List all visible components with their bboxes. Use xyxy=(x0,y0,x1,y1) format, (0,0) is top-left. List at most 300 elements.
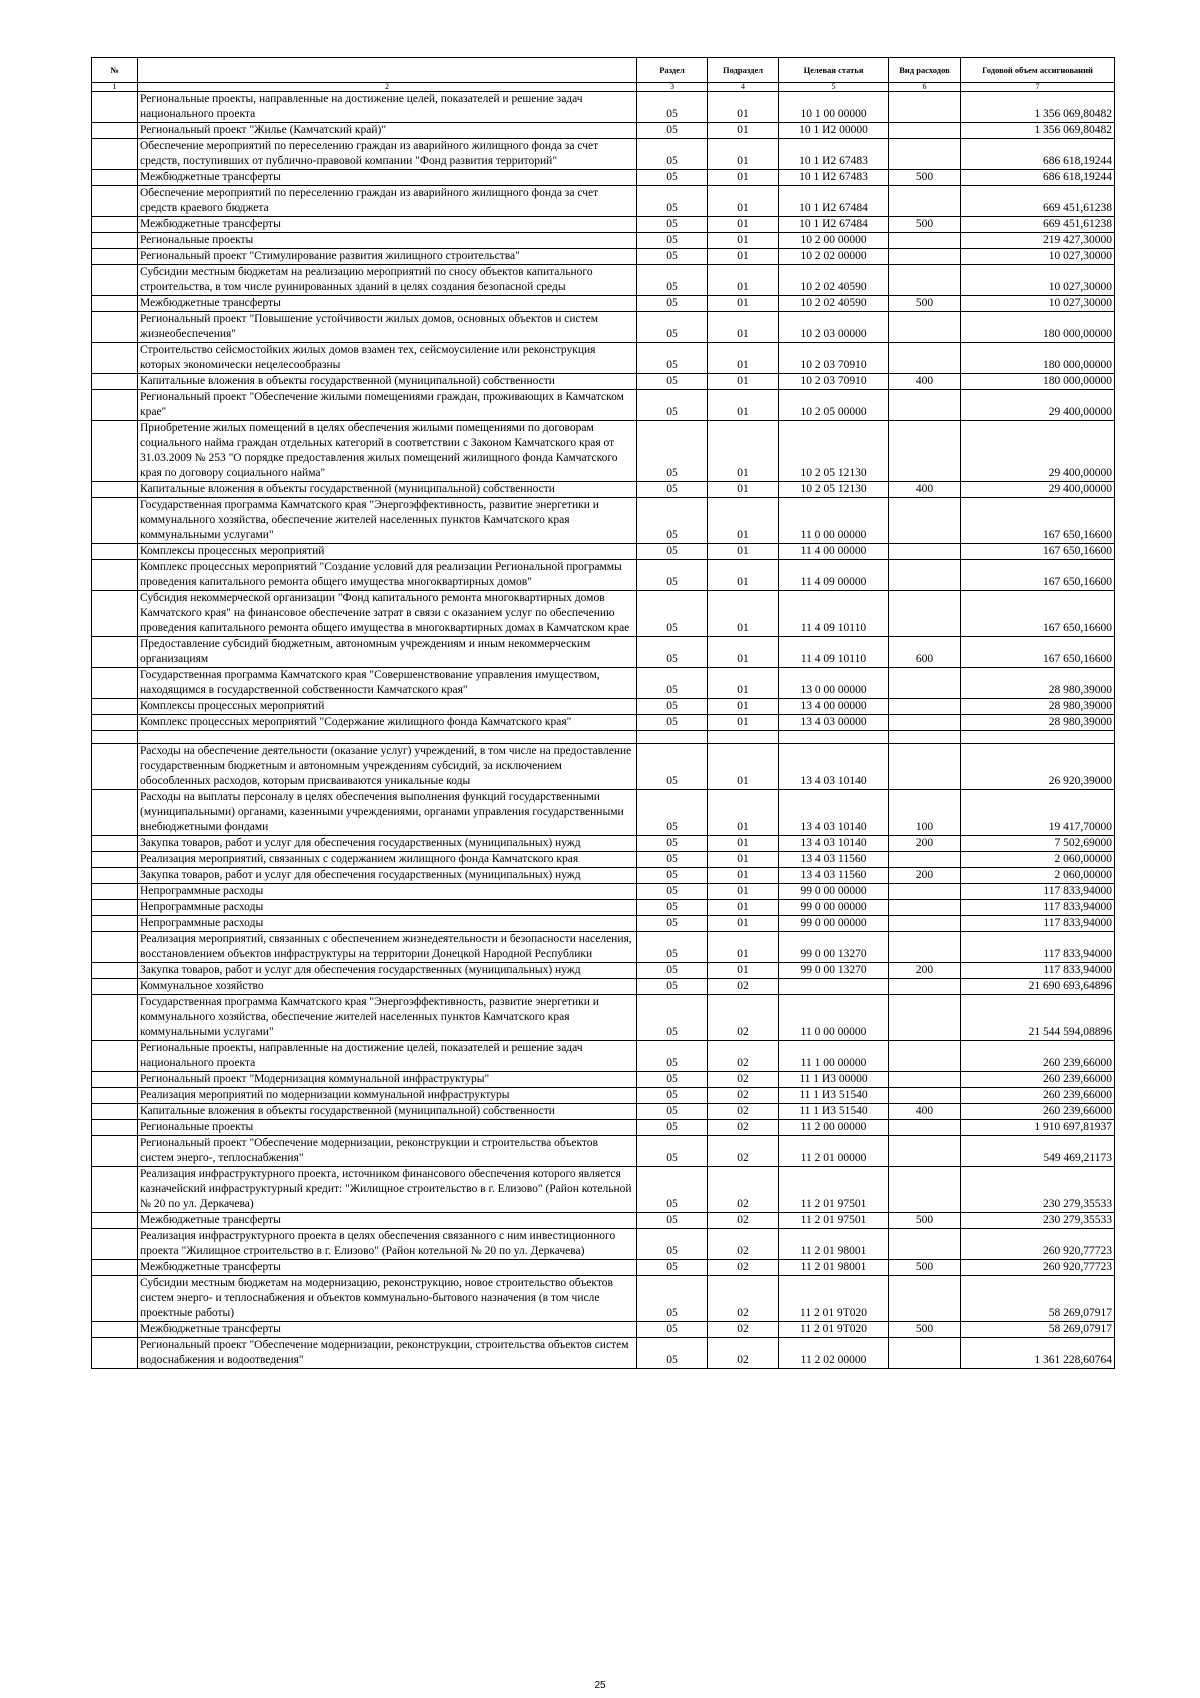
cell-section: 05 xyxy=(637,1072,708,1088)
cell-kind xyxy=(889,744,961,790)
row-number-cell xyxy=(92,1136,138,1167)
row-number-cell xyxy=(92,1104,138,1120)
cell-section: 05 xyxy=(637,1088,708,1104)
col-number-3: 3 xyxy=(637,83,708,92)
cell-target: 13 4 03 11560 xyxy=(779,852,889,868)
cell-target: 10 2 02 00000 xyxy=(779,249,889,265)
row-number-cell xyxy=(92,1276,138,1322)
table-row xyxy=(92,1120,1115,1136)
cell-name: Реализация мероприятий, связанных с обеспечением жизнедеятельности и безопасности населения, восстановлением объектов инфраструктуры на территории Донецкой Народной Республики xyxy=(138,932,637,963)
cell-kind xyxy=(889,1136,961,1167)
cell-target: 10 2 05 12130 xyxy=(779,482,889,498)
cell-target: 11 4 09 00000 xyxy=(779,560,889,591)
cell-section: 05 xyxy=(637,498,708,544)
cell-subsection: 01 xyxy=(708,249,779,265)
cell-kind: 500 xyxy=(889,1322,961,1338)
cell-amount: 167 650,16600 xyxy=(961,544,1115,560)
cell-kind xyxy=(889,123,961,139)
row-number-cell xyxy=(92,374,138,390)
table-row xyxy=(92,963,1115,979)
cell-amount: 1 356 069,80482 xyxy=(961,92,1115,123)
cell-section: 05 xyxy=(637,1322,708,1338)
cell-amount: 669 451,61238 xyxy=(961,217,1115,233)
cell-target: 10 2 03 00000 xyxy=(779,312,889,343)
spacer-cell xyxy=(138,731,637,744)
cell-section: 05 xyxy=(637,1041,708,1072)
cell-subsection: 01 xyxy=(708,699,779,715)
row-number-cell xyxy=(92,421,138,482)
cell-name: Комплекс процессных мероприятий "Создание условий для реализации Региональной программы проведения капитального ремонта общего имущества многоквартирных домов" xyxy=(138,560,637,591)
cell-name: Государственная программа Камчатского края "Энергоэффективность, развитие энергетики и коммунального хозяйства, обеспечение жителей населенных пунктов Камчатского края коммунальными услугами" xyxy=(138,498,637,544)
row-number-cell xyxy=(92,916,138,932)
cell-name: Реализация мероприятий, связанных с содержанием жилищного фонда Камчатского края xyxy=(138,852,637,868)
row-number-cell xyxy=(92,884,138,900)
row-number-cell xyxy=(92,296,138,312)
cell-kind xyxy=(889,668,961,699)
table-row xyxy=(92,390,1115,421)
table-row xyxy=(92,217,1115,233)
cell-amount: 686 618,19244 xyxy=(961,139,1115,170)
spacer-cell xyxy=(637,731,708,744)
cell-amount: 180 000,00000 xyxy=(961,374,1115,390)
row-number-cell xyxy=(92,233,138,249)
cell-target: 11 1 И3 51540 xyxy=(779,1104,889,1120)
cell-kind xyxy=(889,1167,961,1213)
cell-section: 05 xyxy=(637,868,708,884)
cell-amount: 260 920,77723 xyxy=(961,1260,1115,1276)
cell-section: 05 xyxy=(637,92,708,123)
row-number-cell xyxy=(92,637,138,668)
row-number-cell xyxy=(92,699,138,715)
table-row xyxy=(92,374,1115,390)
cell-target: 10 2 03 70910 xyxy=(779,343,889,374)
cell-subsection: 01 xyxy=(708,233,779,249)
table-row xyxy=(92,1338,1115,1369)
cell-amount: 29 400,00000 xyxy=(961,482,1115,498)
cell-subsection: 01 xyxy=(708,170,779,186)
cell-amount: 21 544 594,08896 xyxy=(961,995,1115,1041)
cell-target: 10 2 00 00000 xyxy=(779,233,889,249)
spacer-cell xyxy=(708,731,779,744)
cell-subsection: 02 xyxy=(708,1322,779,1338)
header-number: № xyxy=(92,58,138,83)
table-row xyxy=(92,170,1115,186)
cell-name: Строительство сейсмостойких жилых домов взамен тех, сейсмоусиление или реконструкция которых экономически нецелесообразны xyxy=(138,343,637,374)
cell-section: 05 xyxy=(637,170,708,186)
cell-kind xyxy=(889,884,961,900)
cell-kind xyxy=(889,900,961,916)
cell-kind: 500 xyxy=(889,217,961,233)
col-number-2: 2 xyxy=(138,83,637,92)
cell-name: Коммунальное хозяйство xyxy=(138,979,637,995)
table-row xyxy=(92,421,1115,482)
cell-amount: 260 920,77723 xyxy=(961,1229,1115,1260)
cell-section: 05 xyxy=(637,1229,708,1260)
cell-amount: 117 833,94000 xyxy=(961,932,1115,963)
cell-subsection: 02 xyxy=(708,1213,779,1229)
row-number-cell xyxy=(92,1120,138,1136)
table-row xyxy=(92,932,1115,963)
cell-amount: 7 502,69000 xyxy=(961,836,1115,852)
cell-target: 11 4 09 10110 xyxy=(779,591,889,637)
cell-target: 11 4 00 00000 xyxy=(779,544,889,560)
cell-subsection: 02 xyxy=(708,1260,779,1276)
cell-kind xyxy=(889,916,961,932)
cell-section: 05 xyxy=(637,186,708,217)
cell-name: Обеспечение мероприятий по переселению граждан из аварийного жилищного фонда за счет средств краевого бюджета xyxy=(138,186,637,217)
cell-target: 10 1 И2 00000 xyxy=(779,123,889,139)
cell-kind xyxy=(889,699,961,715)
cell-name: Комплекс процессных мероприятий "Содержание жилищного фонда Камчатского края" xyxy=(138,715,637,731)
spacer-cell xyxy=(779,731,889,744)
cell-section: 05 xyxy=(637,637,708,668)
cell-subsection: 02 xyxy=(708,1229,779,1260)
cell-amount: 1 361 228,60764 xyxy=(961,1338,1115,1369)
row-number-cell xyxy=(92,852,138,868)
table-row xyxy=(92,591,1115,637)
cell-section: 05 xyxy=(637,916,708,932)
cell-target: 11 2 01 9Т020 xyxy=(779,1276,889,1322)
table-row xyxy=(92,715,1115,731)
row-number-cell xyxy=(92,265,138,296)
table-row xyxy=(92,1229,1115,1260)
cell-section: 05 xyxy=(637,744,708,790)
cell-subsection: 02 xyxy=(708,979,779,995)
cell-name: Непрограммные расходы xyxy=(138,900,637,916)
cell-kind xyxy=(889,1072,961,1088)
cell-section: 05 xyxy=(637,995,708,1041)
cell-kind xyxy=(889,1229,961,1260)
cell-subsection: 01 xyxy=(708,591,779,637)
cell-subsection: 01 xyxy=(708,374,779,390)
cell-amount: 219 427,30000 xyxy=(961,233,1115,249)
row-number-cell xyxy=(92,249,138,265)
cell-kind xyxy=(889,1276,961,1322)
cell-subsection: 02 xyxy=(708,1276,779,1322)
cell-amount: 117 833,94000 xyxy=(961,963,1115,979)
cell-amount: 58 269,07917 xyxy=(961,1276,1115,1322)
cell-section: 05 xyxy=(637,560,708,591)
cell-subsection: 02 xyxy=(708,1104,779,1120)
cell-kind: 500 xyxy=(889,170,961,186)
table-row xyxy=(92,668,1115,699)
cell-target: 11 1 И3 51540 xyxy=(779,1088,889,1104)
table-row xyxy=(92,1136,1115,1167)
row-number-cell xyxy=(92,560,138,591)
cell-name: Межбюджетные трансферты xyxy=(138,1260,637,1276)
row-number-cell xyxy=(92,312,138,343)
cell-kind xyxy=(889,1120,961,1136)
cell-target xyxy=(779,979,889,995)
cell-name: Реализация мероприятий по модернизации коммунальной инфраструктуры xyxy=(138,1088,637,1104)
cell-amount: 21 690 693,64896 xyxy=(961,979,1115,995)
budget-table xyxy=(91,57,1115,1369)
table-row xyxy=(92,744,1115,790)
spacer-cell xyxy=(889,731,961,744)
header-annual-volume: Годовой объем ассигнований xyxy=(961,58,1115,83)
cell-subsection: 01 xyxy=(708,139,779,170)
cell-subsection: 01 xyxy=(708,498,779,544)
cell-name: Межбюджетные трансферты xyxy=(138,1322,637,1338)
cell-target: 11 2 01 97501 xyxy=(779,1213,889,1229)
row-number-cell xyxy=(92,900,138,916)
cell-name: Региональные проекты, направленные на достижение целей, показателей и решение задач национального проекта xyxy=(138,92,637,123)
cell-subsection: 01 xyxy=(708,963,779,979)
cell-name: Реализация инфраструктурного проекта, источником финансового обеспечения которого является казначейский инфраструктурный кредит: "Жилищное строительство в г. Елизово" (Район котельной № 20 по ул. Деркачева) xyxy=(138,1167,637,1213)
row-number-cell xyxy=(92,1229,138,1260)
cell-kind xyxy=(889,560,961,591)
cell-amount: 10 027,30000 xyxy=(961,296,1115,312)
cell-target: 13 4 03 10140 xyxy=(779,744,889,790)
cell-section: 05 xyxy=(637,1120,708,1136)
cell-subsection: 01 xyxy=(708,296,779,312)
cell-kind xyxy=(889,979,961,995)
cell-amount: 29 400,00000 xyxy=(961,390,1115,421)
cell-name: Региональный проект "Обеспечение модернизации, реконструкции, строительства объектов систем водоснабжения и водоотведения" xyxy=(138,1338,637,1369)
table-row xyxy=(92,482,1115,498)
table-row xyxy=(92,852,1115,868)
table-row xyxy=(92,699,1115,715)
cell-kind xyxy=(889,186,961,217)
cell-amount: 260 239,66000 xyxy=(961,1072,1115,1088)
cell-name: Капитальные вложения в объекты государственной (муниципальной) собственности xyxy=(138,482,637,498)
cell-target: 99 0 00 13270 xyxy=(779,963,889,979)
cell-amount: 10 027,30000 xyxy=(961,265,1115,296)
column-number-row xyxy=(92,83,1115,92)
cell-kind: 100 xyxy=(889,790,961,836)
row-number-cell xyxy=(92,1322,138,1338)
table-row xyxy=(92,123,1115,139)
cell-name: Региональный проект "Обеспечение модернизации, реконструкции и строительства объектов систем энерго-, теплоснабжения" xyxy=(138,1136,637,1167)
cell-subsection: 02 xyxy=(708,1136,779,1167)
cell-kind xyxy=(889,715,961,731)
cell-target: 11 1 00 00000 xyxy=(779,1041,889,1072)
header-target-article: Целевая статья xyxy=(779,58,889,83)
row-number-cell xyxy=(92,868,138,884)
cell-subsection: 01 xyxy=(708,715,779,731)
cell-amount: 260 239,66000 xyxy=(961,1104,1115,1120)
row-number-cell xyxy=(92,1338,138,1369)
row-number-cell xyxy=(92,744,138,790)
cell-target: 10 1 И2 67483 xyxy=(779,139,889,170)
table-row xyxy=(92,92,1115,123)
cell-kind xyxy=(889,995,961,1041)
cell-name: Расходы на обеспечение деятельности (оказание услуг) учреждений, в том числе на предоставление государственным бюджетным и автономным учреждениям субсидий, за исключением обособленных расходов, которым присваиваются уникальные коды xyxy=(138,744,637,790)
header-section: Раздел xyxy=(637,58,708,83)
cell-target: 13 4 03 11560 xyxy=(779,868,889,884)
row-number-cell xyxy=(92,1041,138,1072)
cell-target: 10 2 02 40590 xyxy=(779,265,889,296)
cell-subsection: 01 xyxy=(708,482,779,498)
cell-name: Закупка товаров, работ и услуг для обеспечения государственных (муниципальных) нужд xyxy=(138,836,637,852)
cell-kind: 500 xyxy=(889,296,961,312)
row-number-cell xyxy=(92,591,138,637)
cell-section: 05 xyxy=(637,374,708,390)
cell-amount: 686 618,19244 xyxy=(961,170,1115,186)
cell-target: 10 2 03 70910 xyxy=(779,374,889,390)
cell-name: Региональные проекты xyxy=(138,1120,637,1136)
cell-target: 11 2 01 97501 xyxy=(779,1167,889,1213)
row-number-cell xyxy=(92,979,138,995)
cell-target: 10 2 02 40590 xyxy=(779,296,889,312)
table-row xyxy=(92,916,1115,932)
col-number-7: 7 xyxy=(961,83,1115,92)
cell-target: 11 2 02 00000 xyxy=(779,1338,889,1369)
cell-subsection: 01 xyxy=(708,312,779,343)
cell-amount: 260 239,66000 xyxy=(961,1041,1115,1072)
cell-name: Предоставление субсидий бюджетным, автономным учреждениям и иным некоммерческим организациям xyxy=(138,637,637,668)
cell-section: 05 xyxy=(637,265,708,296)
spacer-cell xyxy=(961,731,1115,744)
cell-subsection: 01 xyxy=(708,836,779,852)
cell-target: 11 1 И3 00000 xyxy=(779,1072,889,1088)
cell-target: 11 2 01 9Т020 xyxy=(779,1322,889,1338)
cell-kind xyxy=(889,932,961,963)
cell-section: 05 xyxy=(637,217,708,233)
cell-subsection: 02 xyxy=(708,1088,779,1104)
cell-subsection: 01 xyxy=(708,668,779,699)
cell-section: 05 xyxy=(637,1104,708,1120)
table-row xyxy=(92,498,1115,544)
table-row xyxy=(92,884,1115,900)
cell-target: 13 4 03 10140 xyxy=(779,790,889,836)
table-row xyxy=(92,836,1115,852)
cell-kind xyxy=(889,1088,961,1104)
cell-section: 05 xyxy=(637,715,708,731)
row-number-cell xyxy=(92,544,138,560)
cell-amount: 180 000,00000 xyxy=(961,312,1115,343)
table-row xyxy=(92,1104,1115,1120)
row-number-cell xyxy=(92,836,138,852)
cell-amount: 2 060,00000 xyxy=(961,852,1115,868)
row-number-cell xyxy=(92,1213,138,1229)
cell-name: Субсидии местным бюджетам на модернизацию, реконструкцию, новое строительство объектов систем энерго- и теплоснабжения и объектов коммунально-бытового назначения (в том числе проектные работы) xyxy=(138,1276,637,1322)
cell-amount: 260 239,66000 xyxy=(961,1088,1115,1104)
cell-name: Комплексы процессных мероприятий xyxy=(138,699,637,715)
cell-name: Приобретение жилых помещений в целях обеспечения жилыми помещениями по договорам социального найма граждан отдельных категорий в соответствии с Законом Камчатского края от 31.03.2009 № 253 "О порядке предоставления жилых помещений жилищного фонда Камчатского края по договору социального найма" xyxy=(138,421,637,482)
cell-amount: 117 833,94000 xyxy=(961,916,1115,932)
cell-kind xyxy=(889,92,961,123)
cell-section: 05 xyxy=(637,963,708,979)
cell-kind: 200 xyxy=(889,868,961,884)
table-row xyxy=(92,139,1115,170)
row-number-cell xyxy=(92,92,138,123)
cell-kind xyxy=(889,233,961,249)
row-number-cell xyxy=(92,1260,138,1276)
table-row xyxy=(92,265,1115,296)
cell-amount: 2 060,00000 xyxy=(961,868,1115,884)
cell-name: Закупка товаров, работ и услуг для обеспечения государственных (муниципальных) нужд xyxy=(138,868,637,884)
cell-subsection: 01 xyxy=(708,868,779,884)
cell-kind: 400 xyxy=(889,482,961,498)
cell-subsection: 01 xyxy=(708,421,779,482)
cell-name: Капитальные вложения в объекты государственной (муниципальной) собственности xyxy=(138,1104,637,1120)
cell-amount: 167 650,16600 xyxy=(961,591,1115,637)
cell-subsection: 01 xyxy=(708,637,779,668)
cell-name: Межбюджетные трансферты xyxy=(138,1213,637,1229)
cell-amount: 19 417,70000 xyxy=(961,790,1115,836)
cell-section: 05 xyxy=(637,790,708,836)
row-number-cell xyxy=(92,186,138,217)
row-number-cell xyxy=(92,217,138,233)
cell-subsection: 01 xyxy=(708,123,779,139)
cell-name: Региональный проект "Жилье (Камчатский край)" xyxy=(138,123,637,139)
cell-name: Межбюджетные трансферты xyxy=(138,217,637,233)
row-number-cell xyxy=(92,963,138,979)
cell-section: 05 xyxy=(637,296,708,312)
cell-target: 10 1 И2 67484 xyxy=(779,217,889,233)
cell-name: Региональный проект "Обеспечение жилыми помещениями граждан, проживающих в Камчатском крае" xyxy=(138,390,637,421)
cell-kind xyxy=(889,1338,961,1369)
cell-kind xyxy=(889,139,961,170)
cell-section: 05 xyxy=(637,544,708,560)
cell-name: Региональный проект "Стимулирование развития жилищного строительства" xyxy=(138,249,637,265)
row-number-cell xyxy=(92,668,138,699)
cell-amount: 167 650,16600 xyxy=(961,498,1115,544)
cell-target: 13 4 03 10140 xyxy=(779,836,889,852)
cell-name: Капитальные вложения в объекты государственной (муниципальной) собственности xyxy=(138,374,637,390)
table-row xyxy=(92,1041,1115,1072)
table-row xyxy=(92,544,1115,560)
cell-name: Реализация инфраструктурного проекта в целях обеспечения связанного с ним инвестиционного проекта "Жилищное строительство в г. Елизово" (Район котельной № 20 по ул. Деркачева) xyxy=(138,1229,637,1260)
cell-subsection: 01 xyxy=(708,932,779,963)
cell-section: 05 xyxy=(637,900,708,916)
cell-amount: 167 650,16600 xyxy=(961,637,1115,668)
cell-kind: 600 xyxy=(889,637,961,668)
spacer-row xyxy=(92,731,1115,744)
cell-amount: 117 833,94000 xyxy=(961,900,1115,916)
table-row xyxy=(92,1072,1115,1088)
cell-target: 13 4 03 00000 xyxy=(779,715,889,731)
cell-amount: 1 910 697,81937 xyxy=(961,1120,1115,1136)
cell-target: 11 2 01 00000 xyxy=(779,1136,889,1167)
cell-kind: 200 xyxy=(889,836,961,852)
header-expense-type: Вид расходов xyxy=(889,58,961,83)
table-row xyxy=(92,186,1115,217)
cell-amount: 28 980,39000 xyxy=(961,668,1115,699)
table-row xyxy=(92,249,1115,265)
cell-kind: 200 xyxy=(889,963,961,979)
cell-kind xyxy=(889,421,961,482)
header-name xyxy=(138,58,637,83)
cell-amount: 669 451,61238 xyxy=(961,186,1115,217)
cell-target: 11 0 00 00000 xyxy=(779,995,889,1041)
cell-kind xyxy=(889,312,961,343)
cell-section: 05 xyxy=(637,233,708,249)
cell-subsection: 01 xyxy=(708,884,779,900)
col-number-1: 1 xyxy=(92,83,138,92)
cell-subsection: 01 xyxy=(708,217,779,233)
cell-subsection: 01 xyxy=(708,852,779,868)
cell-name: Межбюджетные трансферты xyxy=(138,296,637,312)
cell-subsection: 01 xyxy=(708,790,779,836)
cell-subsection: 01 xyxy=(708,92,779,123)
cell-target: 11 4 09 10110 xyxy=(779,637,889,668)
cell-name: Расходы на выплаты персоналу в целях обеспечения выполнения функций государственными (муниципальными) органами, казенными учреждениями, органами управления государственными внебюджетными фондами xyxy=(138,790,637,836)
row-number-cell xyxy=(92,995,138,1041)
table-row xyxy=(92,868,1115,884)
cell-amount: 58 269,07917 xyxy=(961,1322,1115,1338)
cell-kind xyxy=(889,265,961,296)
table-body xyxy=(92,92,1115,1369)
table-row xyxy=(92,1167,1115,1213)
table-row xyxy=(92,995,1115,1041)
cell-amount: 1 356 069,80482 xyxy=(961,123,1115,139)
cell-kind xyxy=(889,249,961,265)
table-row xyxy=(92,900,1115,916)
cell-amount: 10 027,30000 xyxy=(961,249,1115,265)
cell-name: Региональный проект "Повышение устойчивости жилых домов, основных объектов и систем жизнеобеспечения" xyxy=(138,312,637,343)
